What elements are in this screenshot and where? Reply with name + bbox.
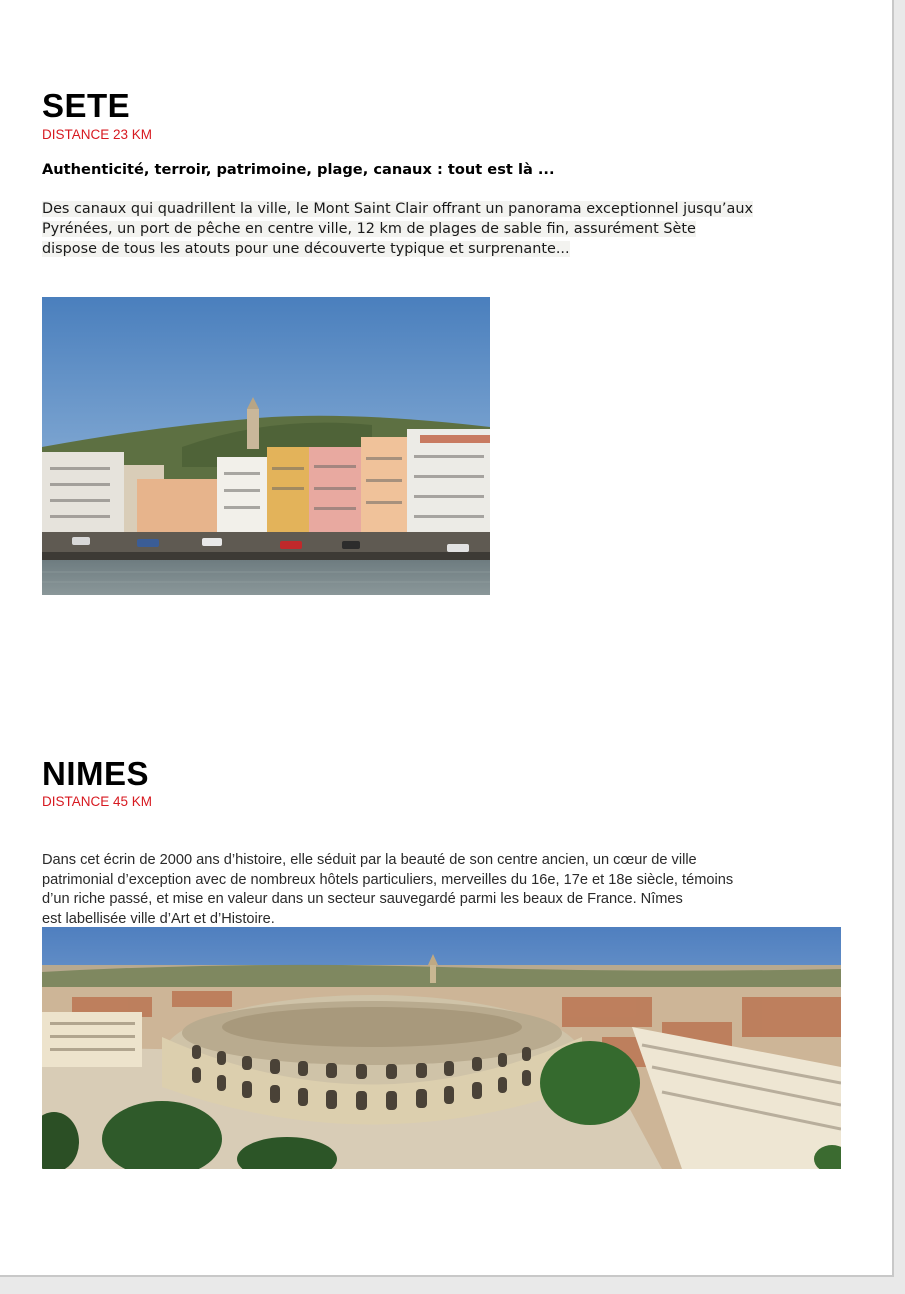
nimes-description-line: Dans cet écrin de 2000 ans d’histoire, elle séduit par la beauté de son centre ancien, un cœur de ville: [42, 852, 697, 868]
sete-description-line: dispose de tous les atouts pour une découverte typique et surprenante...: [42, 241, 570, 257]
sete-distance: DISTANCE 23 KM: [42, 127, 153, 142]
sete-photo: [42, 297, 490, 595]
sete-description-line: Pyrénées, un port de pêche en centre ville, 12 km de plages de sable fin, assurément Sète: [42, 221, 696, 237]
sete-description-line: Des canaux qui quadrillent la ville, le Mont Saint Clair offrant un panorama exceptionnel jusqu’aux: [42, 201, 753, 217]
sete-subtitle: Authenticité, terroir, patrimoine, plage, canaux : tout est là ...: [42, 161, 555, 178]
nimes-photo: [42, 927, 841, 1169]
nimes-description-line: patrimonial d’exception avec de nombreux hôtels particuliers, merveilles du 16e, 17e et 18e siècle, témoins: [42, 871, 734, 888]
sete-description: [42, 199, 842, 259]
nimes-description: [42, 851, 842, 929]
nimes-description-line: d’un riche passé, et mise en valeur dans un secteur sauvegardé parmi les beaux de France. Nîmes: [42, 891, 683, 907]
nimes-distance: DISTANCE 45 KM: [42, 794, 153, 809]
nimes-description-line: est labellisée ville d’Art et d’Histoire.: [42, 910, 275, 927]
nimes-title: NIMES: [42, 755, 150, 792]
sete-title: SETE: [42, 87, 131, 124]
